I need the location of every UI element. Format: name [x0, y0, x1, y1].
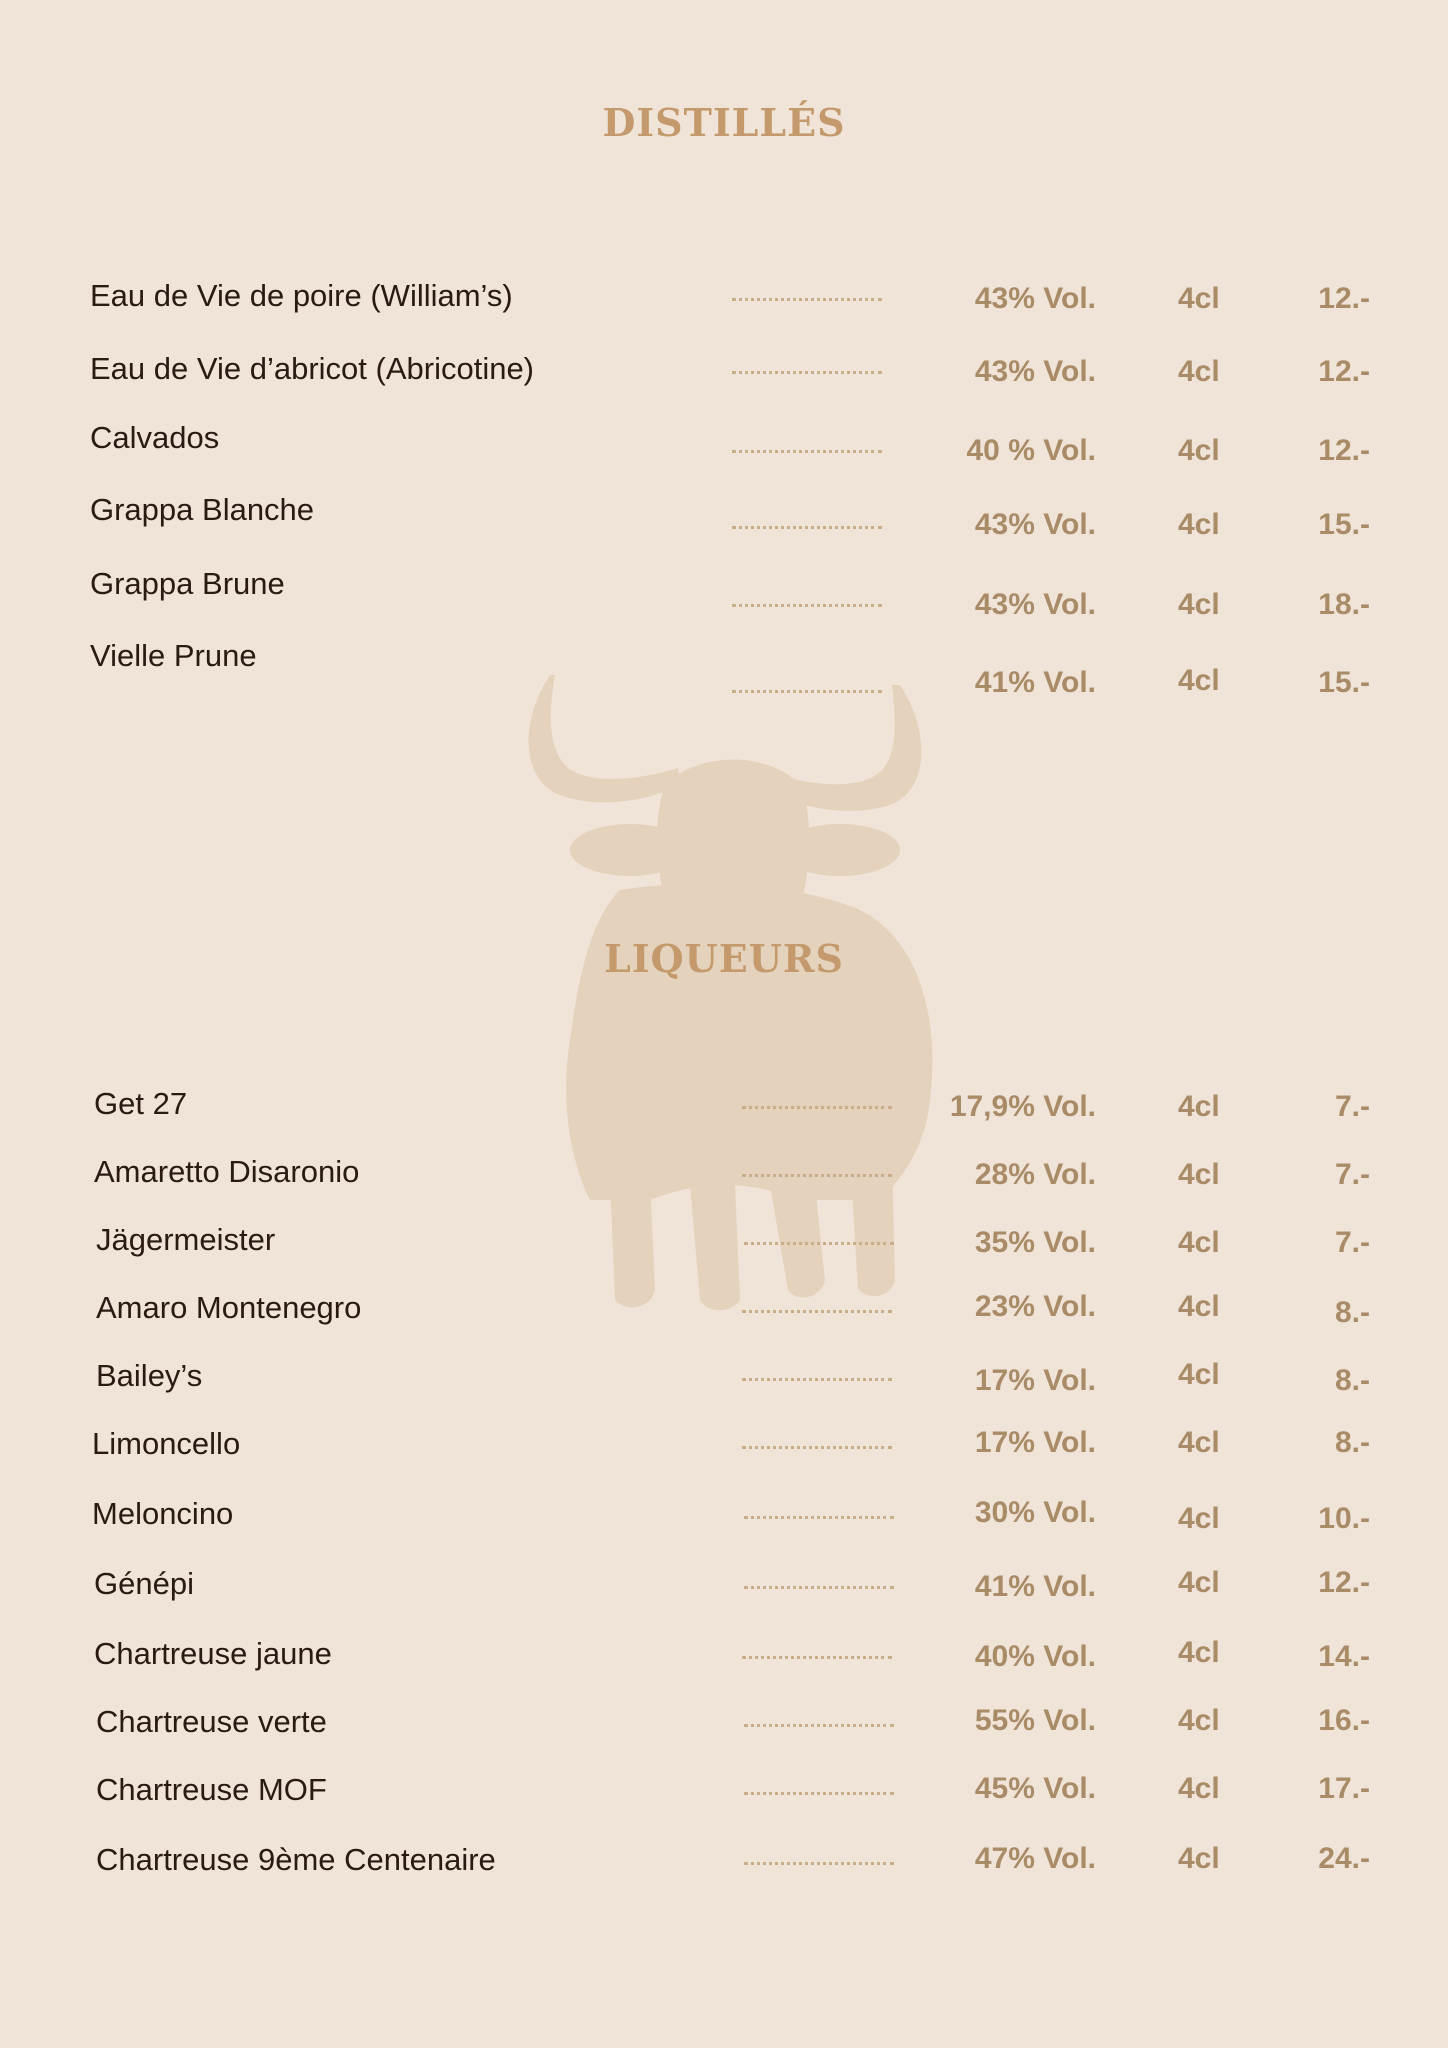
item-price: 8.-: [1334, 1426, 1370, 1459]
item-vol: 35% Vol.: [974, 1226, 1096, 1259]
item-name: Eau de Vie de poire (William’s): [90, 278, 513, 313]
dot-leader: [732, 371, 882, 374]
item-vol: 17,9% Vol.: [949, 1090, 1096, 1123]
item-qty: 4cl: [1178, 1158, 1220, 1191]
item-price: 8.-: [1334, 1364, 1370, 1397]
item-qty: 4cl: [1178, 355, 1220, 388]
item-name: Grappa Brune: [90, 566, 285, 601]
item-name: Grappa Blanche: [90, 492, 315, 527]
item-price: 15.-: [1318, 508, 1370, 541]
dot-leader: [744, 1724, 894, 1727]
item-qty: 4cl: [1178, 1290, 1220, 1323]
item-vol: 40% Vol.: [974, 1640, 1096, 1673]
item-name: Eau de Vie d’abricot (Abricotine): [90, 351, 535, 386]
item-vol: 17% Vol.: [974, 1426, 1096, 1459]
item-price: 8.-: [1334, 1296, 1370, 1329]
item-vol: 41% Vol.: [974, 1570, 1096, 1603]
item-price: 12.-: [1318, 1566, 1370, 1599]
item-qty: 4cl: [1178, 282, 1220, 315]
bull-icon: [500, 660, 1020, 1320]
item-price: 12.-: [1318, 355, 1370, 388]
item-qty: 4cl: [1178, 1842, 1220, 1875]
item-name: Calvados: [90, 420, 220, 455]
item-name: Get 27: [94, 1086, 188, 1121]
item-name: Chartreuse MOF: [96, 1772, 327, 1807]
item-qty: 4cl: [1178, 1502, 1220, 1535]
list-item: [0, 420, 1448, 480]
item-name: Meloncino: [92, 1496, 234, 1531]
dot-leader: [744, 1862, 894, 1865]
dot-leader: [744, 1242, 894, 1245]
item-price: 18.-: [1318, 588, 1370, 621]
item-vol: 30% Vol.: [974, 1496, 1096, 1529]
dot-leader: [742, 1656, 892, 1659]
list-item: [0, 1772, 1448, 1832]
item-name: Génépi: [94, 1566, 194, 1601]
item-price: 24.-: [1318, 1842, 1370, 1875]
list-item: [0, 1426, 1448, 1486]
item-price: 10.-: [1318, 1502, 1370, 1535]
item-name: Chartreuse jaune: [94, 1636, 332, 1671]
item-vol: 23% Vol.: [974, 1290, 1096, 1323]
item-vol: 55% Vol.: [974, 1704, 1096, 1737]
list-item: [0, 351, 1448, 411]
dot-leader: [742, 1446, 892, 1449]
item-vol: 43% Vol.: [974, 508, 1096, 541]
item-price: 7.-: [1334, 1226, 1370, 1259]
item-price: 16.-: [1318, 1704, 1370, 1737]
item-vol: 17% Vol.: [974, 1364, 1096, 1397]
item-price: 12.-: [1318, 282, 1370, 315]
dot-leader: [732, 526, 882, 529]
dot-leader: [742, 1378, 892, 1381]
list-item: [0, 1636, 1448, 1696]
item-vol: 28% Vol.: [974, 1158, 1096, 1191]
item-name: Chartreuse verte: [96, 1704, 327, 1739]
item-qty: 4cl: [1178, 1090, 1220, 1123]
dot-leader: [744, 1586, 894, 1589]
dot-leader: [744, 1516, 894, 1519]
dot-leader: [742, 1106, 892, 1109]
dot-leader: [742, 1174, 892, 1177]
item-qty: 4cl: [1178, 1226, 1220, 1259]
item-price: 14.-: [1318, 1640, 1370, 1673]
list-item: [0, 1842, 1448, 1902]
item-name: Chartreuse 9ème Centenaire: [96, 1842, 496, 1877]
item-name: Amaro Montenegro: [96, 1290, 362, 1325]
item-name: Limoncello: [92, 1426, 241, 1461]
list-item: [0, 1704, 1448, 1764]
list-item: [0, 638, 1448, 698]
item-vol: 40 % Vol.: [966, 434, 1096, 467]
dot-leader: [732, 690, 882, 693]
dot-leader: [744, 1792, 894, 1795]
list-item: [0, 1290, 1448, 1350]
item-price: 15.-: [1318, 666, 1370, 699]
item-qty: 4cl: [1178, 1636, 1220, 1669]
item-price: 7.-: [1334, 1158, 1370, 1191]
item-name: Bailey’s: [96, 1358, 203, 1393]
item-qty: 4cl: [1178, 434, 1220, 467]
item-vol: 43% Vol.: [974, 282, 1096, 315]
list-item: [0, 1222, 1448, 1282]
list-item: [0, 566, 1448, 626]
item-qty: 4cl: [1178, 1566, 1220, 1599]
item-vol: 41% Vol.: [974, 666, 1096, 699]
item-vol: 47% Vol.: [974, 1842, 1096, 1875]
dot-leader: [732, 298, 882, 301]
dot-leader: [742, 1310, 892, 1313]
list-item: [0, 492, 1448, 552]
item-qty: 4cl: [1178, 1772, 1220, 1805]
item-price: 12.-: [1318, 434, 1370, 467]
item-name: Amaretto Disaronio: [94, 1154, 360, 1189]
dot-leader: [732, 450, 882, 453]
dot-leader: [732, 604, 882, 607]
list-item: [0, 1358, 1448, 1418]
item-qty: 4cl: [1178, 664, 1220, 697]
list-item: [0, 1086, 1448, 1146]
item-qty: 4cl: [1178, 588, 1220, 621]
item-vol: 43% Vol.: [974, 355, 1096, 388]
item-price: 7.-: [1334, 1090, 1370, 1123]
item-vol: 45% Vol.: [974, 1772, 1096, 1805]
item-name: Vielle Prune: [90, 638, 257, 673]
item-qty: 4cl: [1178, 1704, 1220, 1737]
item-vol: 43% Vol.: [974, 588, 1096, 621]
list-item: [0, 1496, 1448, 1556]
liqueurs-title: LIQUEURS: [604, 936, 844, 981]
distilles-title: DISTILLÉS: [602, 100, 846, 145]
item-name: Jägermeister: [96, 1222, 276, 1257]
item-qty: 4cl: [1178, 1426, 1220, 1459]
list-item: [0, 1154, 1448, 1214]
item-qty: 4cl: [1178, 508, 1220, 541]
list-item: [0, 278, 1448, 338]
list-item: [0, 1566, 1448, 1626]
item-price: 17.-: [1318, 1772, 1370, 1805]
item-qty: 4cl: [1178, 1358, 1220, 1391]
